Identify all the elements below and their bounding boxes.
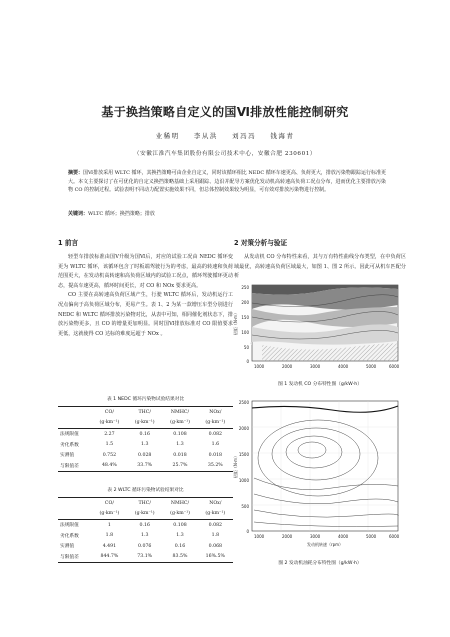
table-header: [58, 407, 92, 418]
table-header: (g·km⁻¹): [162, 509, 197, 520]
keywords-text: WLTC 循环；换挡策略；排放: [88, 211, 155, 217]
y-tick-label: 200: [241, 300, 249, 305]
x-tick-label: 5000: [366, 534, 377, 539]
x-tick-label: 6000: [389, 364, 400, 369]
table-cell: 1.8: [211, 533, 220, 539]
author-name: 钱海青: [270, 132, 295, 140]
table-cell: 与限值差: [58, 461, 92, 472]
paper-title: 基于换挡策略自定义的国Ⅵ排放性能控制研究: [101, 105, 349, 119]
table-row: [58, 552, 233, 563]
author-name: 刘冯冯: [232, 132, 257, 140]
table-row: [58, 450, 233, 461]
author-list: [0, 131, 450, 140]
table-cell: 0.108: [173, 522, 187, 528]
table-row: [58, 440, 233, 451]
y-tick-label: 2000: [238, 426, 249, 431]
table-cell: 1.6: [211, 442, 220, 448]
x-tick-label: 4000: [338, 364, 349, 369]
table-header: THC/: [138, 409, 151, 415]
table-header: (g·km⁻¹): [198, 418, 233, 429]
plot-area: [252, 401, 398, 531]
data-table: [58, 497, 233, 563]
table-cell: 实测值: [60, 453, 75, 459]
co-distribution-figure: [232, 283, 408, 373]
table-cell: 0.018: [173, 452, 187, 458]
paragraph: 从发动机 CO 分布特性来看，其与万有特性曲线分布类型，在中负荷区域最优，高转速高负荷区域最大，如图 1、图 2 所示。因此可从机车匹配分析: [234, 254, 406, 280]
table-header: [58, 498, 92, 509]
table-header: (g·km⁻¹): [127, 418, 162, 429]
table-row: [58, 541, 233, 552]
data-table: [58, 406, 233, 472]
table-cell: 33.7%: [127, 461, 162, 472]
paragraph: 轻型车排放标准由国Ⅴ升级为国Ⅵ后，对应的试验工况由 NEDC 循环变更为 WLTC 循环，该循环包含了时板端驾驶行为的考虑，最高的转速和负荷范围更大，在发动机高转速和高负荷区域内的试验工况点，循环驾驶循环更动态，提高车速更高，循环时间更长，对 CO 和 NOx 要求更高。: [58, 254, 233, 289]
x-tick-label: 1000: [254, 534, 265, 539]
table-cell: 1.8: [105, 533, 114, 539]
y-tick-label: 100: [241, 330, 249, 335]
author-name: 李从洪: [193, 132, 218, 140]
table-cell: 法规限值: [60, 432, 79, 438]
section-heading: 1 前言: [58, 239, 79, 247]
table-cell: 实测值: [60, 544, 75, 550]
x-tick-label: 1000: [254, 364, 265, 369]
table-header: CO/: [104, 500, 114, 506]
table-row: [58, 429, 233, 440]
y-tick-label: 250: [241, 285, 249, 290]
table-cell: 1.3: [140, 442, 149, 448]
table-header: (g·km⁻¹): [92, 509, 127, 520]
y-tick-label: 0: [246, 529, 249, 534]
table-cell: 1: [107, 522, 111, 528]
y-tick-label: 50: [243, 345, 249, 350]
y-axis-label: 扭矩（N·m）: [233, 453, 238, 479]
table-cell: 0.16: [139, 522, 150, 528]
keywords: [68, 210, 386, 217]
table-header: CO/: [104, 409, 114, 415]
table-cell: 劣化系数: [60, 442, 79, 448]
table-cell: 0.076: [138, 543, 152, 549]
x-tick-label: 3000: [310, 364, 321, 369]
abstract-label: 摘要：: [68, 170, 84, 176]
table-cell: 844.7%: [92, 552, 127, 563]
x-tick-label: 4000: [338, 534, 349, 539]
table-cell: 4.491: [102, 543, 117, 549]
table-cell: 1.3: [140, 533, 149, 539]
table-cell: 0.108: [173, 431, 187, 437]
y-tick-label: 0: [246, 359, 249, 364]
y-tick-label: 150: [241, 315, 249, 320]
table-cell: 0.028: [138, 452, 152, 458]
table-header: (g·km⁻¹): [162, 418, 197, 429]
keywords-label: 关键词：: [68, 211, 89, 217]
table-caption: 表 2 WLTC 循环污染物试验结果对比: [107, 488, 184, 493]
figure-caption: 图 2 发动机油耗分布特性图（g/kW·h）: [278, 561, 362, 566]
table-row: [58, 520, 233, 531]
table-cell: 0.068: [208, 543, 223, 549]
x-tick-label: 2000: [282, 364, 293, 369]
y-tick-label: 2500: [238, 400, 249, 405]
table-cell: 35.2%: [198, 461, 233, 472]
table-row: [58, 461, 233, 472]
table-cell: 0.752: [102, 452, 117, 458]
section-body: [234, 253, 406, 282]
fuel-consumption-figure: [232, 398, 408, 550]
table-cell: 2.27: [104, 431, 115, 437]
abstract-text: 国Ⅵ排放采用 WLTC 循环，其换挡策略可由企业自定义，同时该循环相比 NEDC 循环车速更高、负荷更大，排放污染物跟踪运行标准更大。本文主要探讨了在可优化的自定义换挡策略基础上采用跟踪、边沿并配导方案优化发动机高转速高负荷工况点分布，进而优化主要排放污染物 CO 的控制过程。试验表明不同动力配置实施效果不同，但总体控制效果较为明显，可有效对排放污染物进行控制。: [68, 170, 386, 194]
table-header: [58, 509, 92, 520]
table-row: [58, 531, 233, 542]
table-cell: 0.082: [208, 522, 223, 528]
x-tick-label: 5000: [366, 364, 377, 369]
figure-caption: 图 1 发动机 CO 分布特性图（g/kW·h）: [278, 382, 362, 387]
table-cell: 25.7%: [162, 461, 197, 472]
abstract: [68, 169, 386, 195]
table-header: NMHC/: [170, 500, 190, 506]
table-cell: 劣化系数: [60, 533, 79, 539]
table-cell: 0.018: [208, 452, 223, 458]
section-heading: 2 对策分析与验证: [234, 239, 288, 247]
y-tick-label: 1500: [238, 452, 249, 457]
table-header: (g·km⁻¹): [92, 418, 127, 429]
table-header: (g·km⁻¹): [127, 509, 162, 520]
table-cell: 73.1%: [127, 552, 162, 563]
x-tick-label: 6000: [389, 534, 400, 539]
table-cell: 83.5%: [162, 552, 197, 563]
table-cell: 0.16: [139, 431, 150, 437]
table-header: NOx/: [209, 409, 222, 415]
section-body: [58, 253, 233, 339]
y-tick-label: 1000: [238, 478, 249, 483]
table-cell: 0.16: [174, 543, 186, 549]
table-header: (g·km⁻¹): [198, 509, 233, 520]
table-cell: 16%.5%: [198, 552, 233, 563]
x-tick-label: 2000: [282, 534, 293, 539]
y-tick-label: 500: [241, 504, 249, 509]
x-axis-label: 发动机转速（rpm）: [306, 542, 344, 547]
table-cell: 1.3: [176, 442, 184, 448]
paragraph: CO 主要在高转速高负荷区域产生，行驶 WLTC 循环后，发动机运行工况点偏向于高负荷区域分布，更易产生。表 1、2 为某一款增压车型分别进行 NEDC 和 WLTC 循环排放污染物对比，从表中可知，相同催化剂状态下，排放污染物更多，且 CO 的增量更加明显。同时国Ⅵ排放标准对 CO 限值要求更低，这就使得 CO 达标的难度远超于 NOx 。: [58, 292, 233, 337]
y-axis-label: 扭矩（N·m）: [233, 310, 238, 336]
table-header: THC/: [138, 500, 151, 506]
x-tick-label: 3000: [310, 534, 321, 539]
table-header: [58, 418, 92, 429]
table-cell: 法规限值: [60, 523, 79, 529]
table-caption: 表 1 NEDC 循环污染物试验结果对比: [106, 397, 185, 402]
table-cell: 与限值差: [58, 552, 92, 563]
table-cell: 1.5: [105, 442, 114, 448]
table-cell: 48.4%: [92, 461, 127, 472]
author-name: 业稀明: [155, 132, 180, 140]
table-cell: 0.082: [208, 431, 223, 437]
affiliation: （安徽江淮汽车集团股份有限公司技术中心，安徽合肥 230601）: [133, 151, 317, 157]
table-header: NMHC/: [170, 409, 190, 415]
table-cell: 1.3: [176, 533, 184, 539]
table-header: NOx/: [209, 500, 222, 506]
